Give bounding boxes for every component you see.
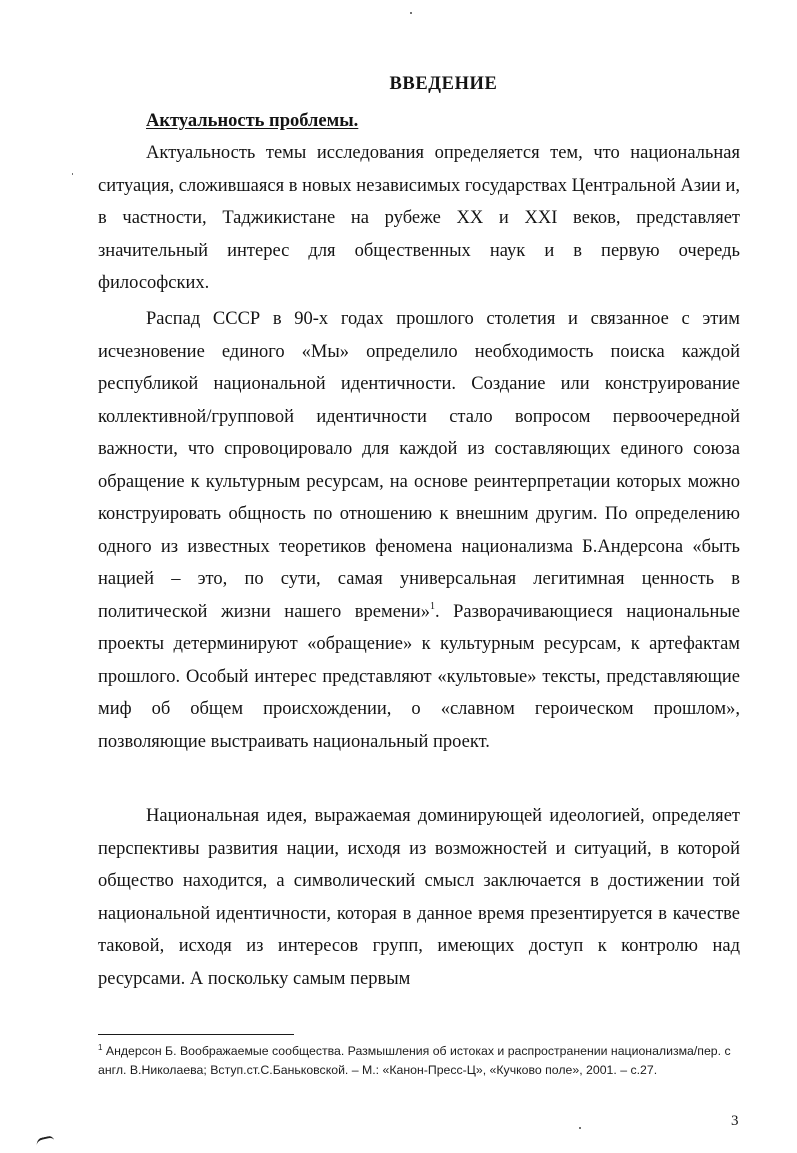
page-heading: ВВЕДЕНИЕ xyxy=(389,74,498,94)
footnote-divider xyxy=(98,1034,294,1035)
scan-mark xyxy=(35,1135,54,1146)
paragraph-national-idea: Национальная идея, выражаемая доминирующей идеологией, определяет перспективы развития нации, исходя из возможностей и ситуаций, в которой общество находится, а символический смысл заключается в достижении той национальной идентичности, которая в данное время презентируется в качестве таковой, исходя из интересов групп, имеющих доступ к контролю над ресурсами. А поскольку самым первым xyxy=(98,806,740,989)
footnote-marker: 1 xyxy=(98,1043,103,1052)
page-number: 3 xyxy=(731,1113,739,1129)
footnote xyxy=(98,1042,758,1080)
section-title: Актуальность проблемы. xyxy=(146,111,359,131)
scan-speck xyxy=(579,1127,581,1129)
paragraph-ussr-collapse xyxy=(98,303,740,758)
paragraph-text-continued: . Разворачивающиеся национальные проекты детерминируют «обращение» к культурным ресурсам, к артефактам прошлого. Особый интерес представляют «культовые» тексты, представляющие миф об общем происхождении, о «славном героическом прошлом», позволяющие выстраивать национальный проект. xyxy=(98,601,740,752)
scan-speck xyxy=(410,12,412,14)
paragraph-text: Распад СССР в 90-х годах прошлого столетия и связанное с этим исчезновение единого «Мы» определило необходимость поиска каждой республикой национальной идентичности. Создание или конструирование коллективной/групповой идентичности стало вопросом первоочередной важности, что спровоцировало для каждой из составляющих единого союза обращение к культурным ресурсам, на основе реинтерпретации которых можно конструировать общность по отношению к внешним другим. По определению одного из известных теоретиков феномена национализма Б.Андерсона «быть нацией – это, по сути, самая универсальная легитимная ценность в политической жизни нашего времени» xyxy=(98,309,740,622)
footnote-reference: 1 xyxy=(429,600,435,612)
footnote-text: Андерсон Б. Воображаемые сообщества. Размышления об истоках и распространении национализма/пер. с англ. В.Николаева; Вступ.ст.С.Баньковской. – М.: «Канон-Пресс-Ц», «Кучково поле», 2001. – с.27. xyxy=(98,1044,731,1077)
paragraph-relevance: Актуальность темы исследования определяется тем, что национальная ситуация, сложившаяся в новых независимых государствах Центральной Азии и, в частности, Таджикистане на рубеже XX и XXI веков, представляет значительный интерес для общественных наук и в первую очередь философских. xyxy=(98,143,740,293)
scan-speck xyxy=(72,173,73,175)
